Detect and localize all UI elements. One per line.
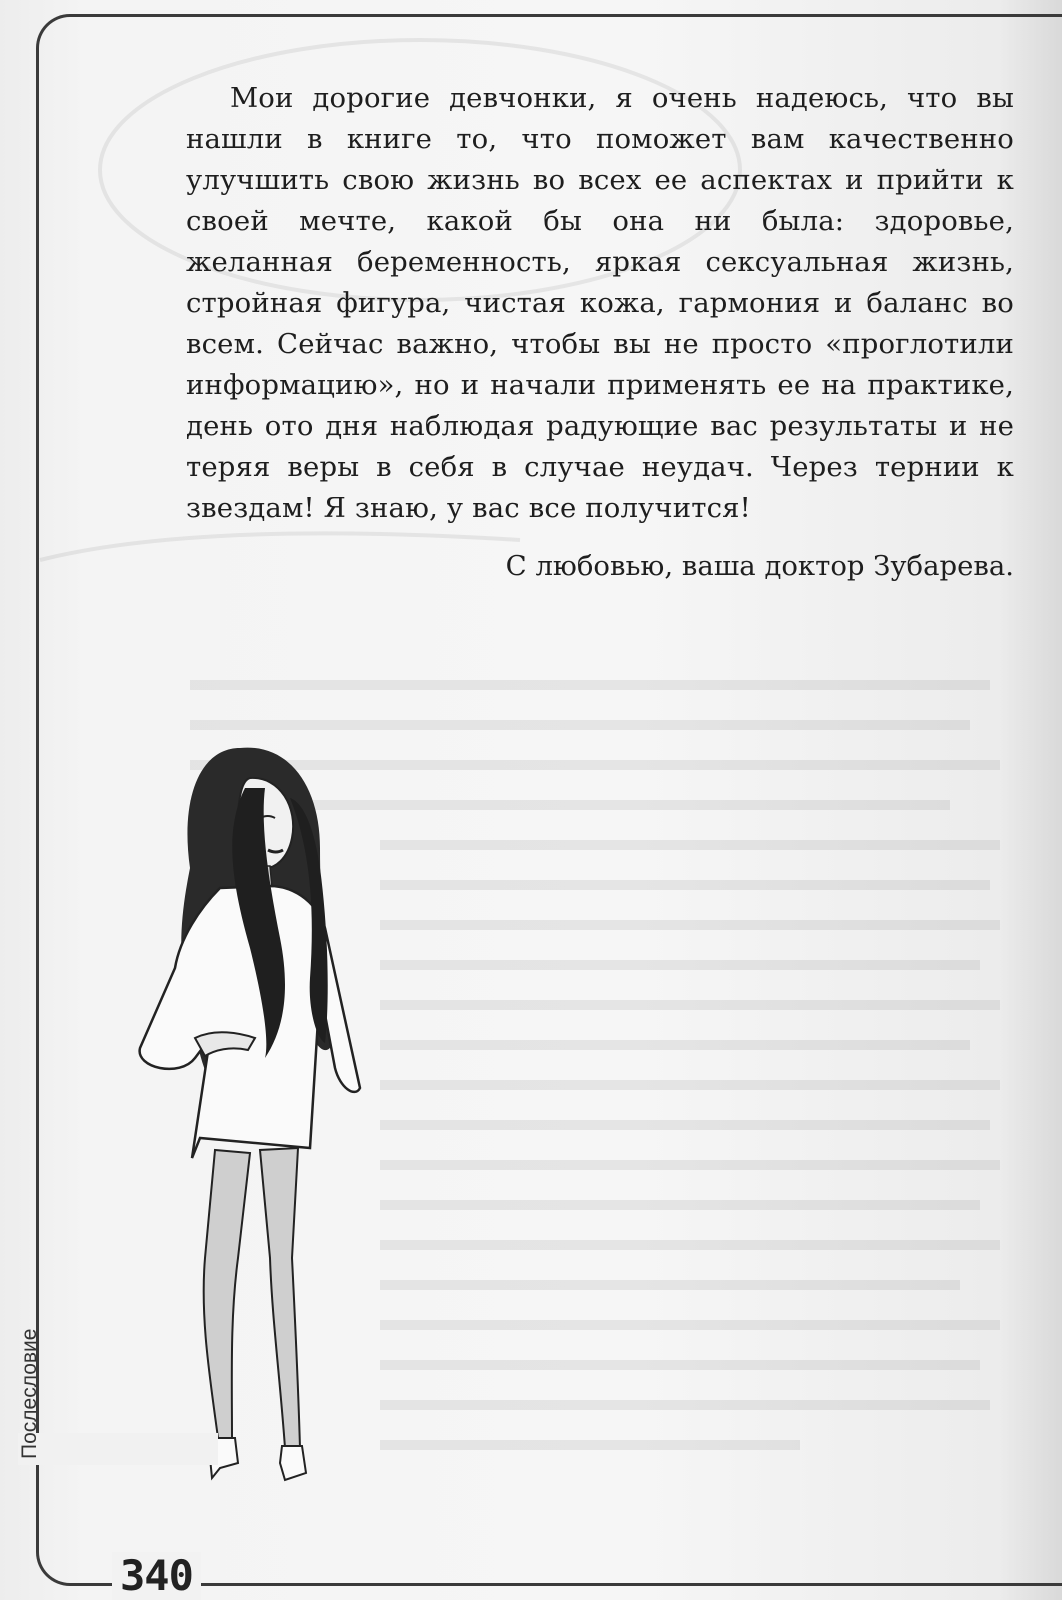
afterword-text <box>186 78 1014 529</box>
page-number: 340 <box>112 1552 201 1600</box>
body-paragraph: Мои дорогие девчонки, я очень надеюсь, что вы нашли в книге то, что поможет вам качественно улучшить свою жизнь во всех ее аспектах и прийти к своей мечте, какой бы она ни была: здоровье, желанная беременность, яркая сексуальная жизнь, стройная фигура, чистая кожа, гармония и баланс во всем. Сейчас важно, чтобы вы не просто «проглотили информацию», но и начали применять ее на практике, день ото дня наблюдая радующие вас результаты и не теряя веры в себя в случае неудач. Через тернии к звездам! Я знаю, у вас все получится! <box>186 82 1014 524</box>
signature-line: С любовью, ваша доктор Зубарева. <box>505 550 1014 582</box>
section-label-vertical: Послесловие <box>18 1433 218 1465</box>
woman-illustration-icon <box>120 738 390 1498</box>
